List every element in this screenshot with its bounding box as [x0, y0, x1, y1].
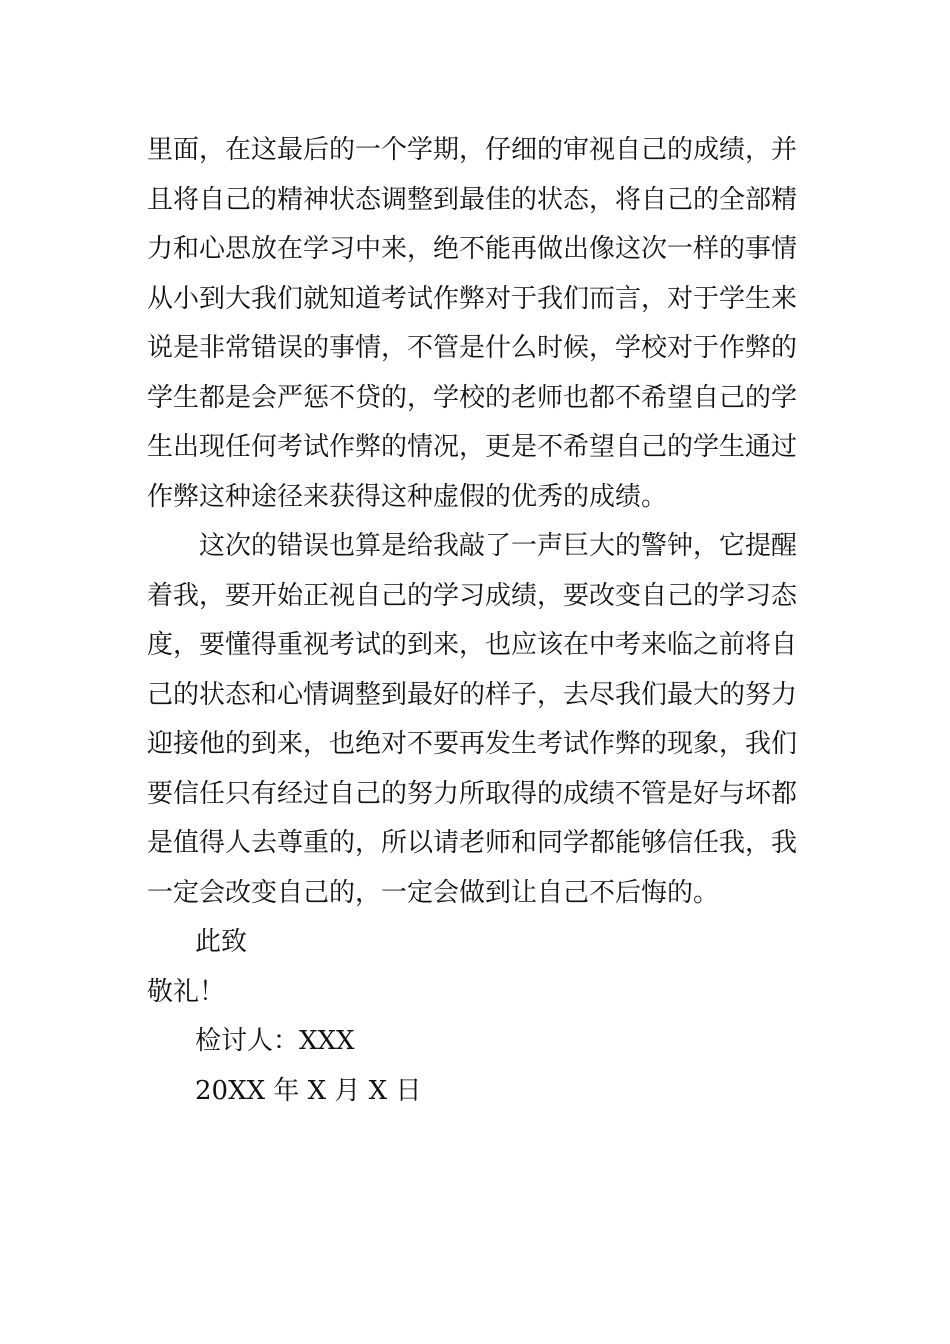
signer-line: 检讨人：XXX: [195, 1026, 355, 1056]
text-line: 从小到大我们就知道考试作弊对于我们而言，对于学生来: [147, 283, 798, 314]
text-line: 迎接他的到来，也绝对不要再发生考试作弊的现象，我们: [147, 729, 798, 759]
letter-body: [147, 126, 807, 1116]
text-line: 说是非常错误的事情，不管是什么时候，学校对于作弊的: [147, 333, 798, 363]
text-line: 这次的错误也算是给我敲了一声巨大的警钟，它提醒: [199, 531, 798, 561]
text-line: 生出现任何考试作弊的情况，更是不希望自己的学生通过: [147, 432, 798, 462]
closing-salutation: 此致: [195, 927, 248, 957]
text-line: 要信任只有经过自己的努力所取得的成绩不管是好与坏都: [147, 778, 798, 809]
paragraph-1: [147, 126, 807, 522]
text-line: 着我，要开始正视自己的学习成绩，要改变自己的学习态: [147, 580, 798, 611]
text-line: 己的状态和心情调整到最好的样子，去尽我们最大的努力: [147, 679, 798, 710]
paragraph-2: [147, 522, 807, 918]
text-line: 作弊这种途径来获得这种虚假的优秀的成绩。: [147, 481, 668, 512]
text-line: 是值得人去尊重的，所以请老师和同学都能够信任我，我: [147, 828, 798, 858]
text-line: 学生都是会严惩不贷的，学校的老师也都不希望自己的学: [147, 382, 798, 413]
date-line: 20XX 年 X 月 X 日: [195, 1075, 422, 1106]
text-line: 里面，在这最后的一个学期，仔细的审视自己的成绩，并: [147, 135, 798, 165]
closing-block: [147, 918, 807, 1116]
text-line: 一定会改变自己的，一定会做到让自己不后悔的。: [147, 877, 720, 908]
text-line: 力和心思放在学习中来，绝不能再做出像这次一样的事情: [147, 234, 798, 264]
closing-regards: 敬礼！: [147, 976, 226, 1007]
text-line: 度，要懂得重视考试的到来，也应该在中考来临之前将自: [147, 630, 798, 660]
text-line: 且将自己的精神状态调整到最佳的状态，将自己的全部精: [147, 184, 798, 215]
